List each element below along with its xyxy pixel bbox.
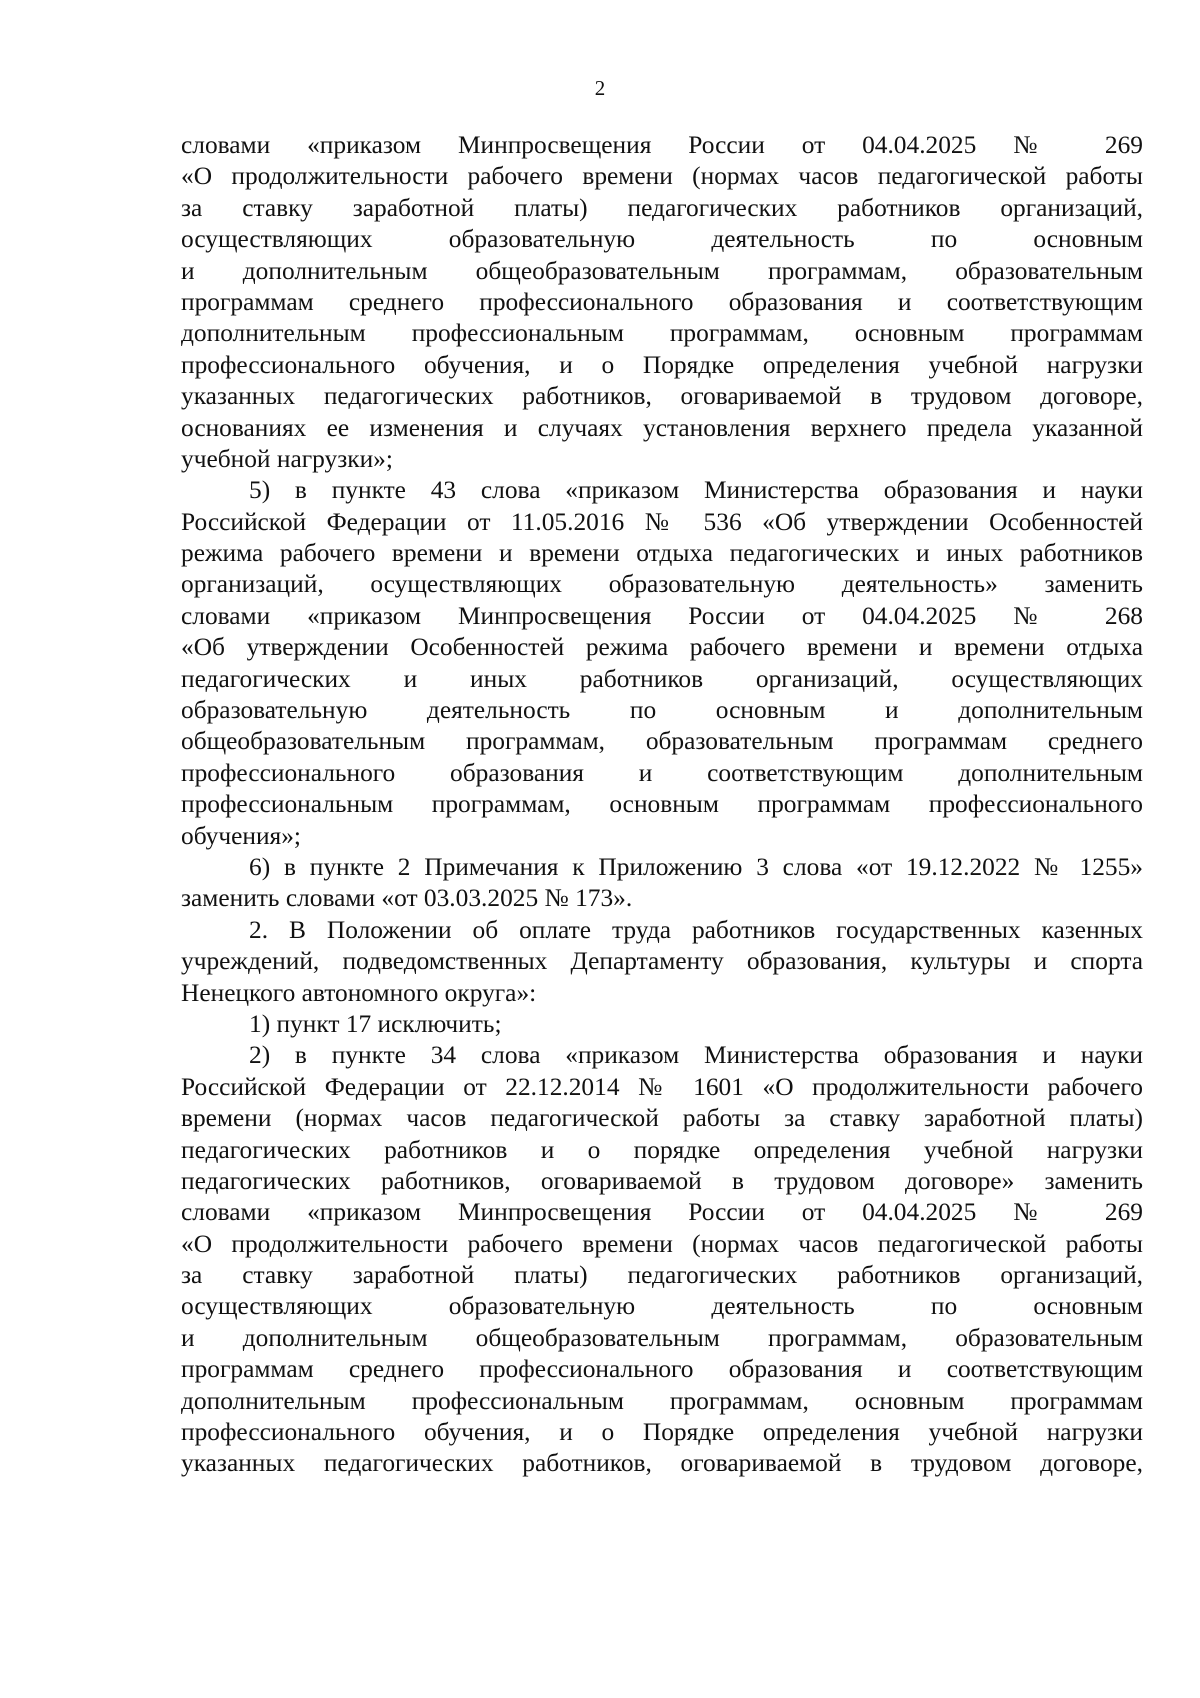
- text-line: словами «приказом Минпросвещения России от 04.04.2025 № 268: [181, 601, 1143, 630]
- text-line: образовательную деятельность по основным и дополнительным: [181, 696, 1143, 725]
- text-line: словами «приказом Минпросвещения России от 04.04.2025 № 269: [181, 131, 1143, 159]
- text-line: указанных педагогических работников, оговариваемой в трудовом договоре,: [181, 1449, 1143, 1478]
- text-line: дополнительным профессиональным программам, основным программам: [181, 1386, 1143, 1415]
- text-line: дополнительным профессиональным программам, основным программам: [181, 319, 1143, 348]
- text-line: 5) в пункте 43 слова «приказом Министерства образования и науки: [249, 476, 1143, 505]
- text-line: Ненецкого автономного округа»:: [181, 978, 537, 1007]
- text-line: и дополнительным общеобразовательным программам, образовательным: [181, 1323, 1143, 1352]
- text-line: обучения»;: [181, 821, 301, 850]
- text-line: «О продолжительности рабочего времени (нормах часов педагогической работы: [181, 162, 1143, 191]
- text-line: и дополнительным общеобразовательным программам, образовательным: [181, 256, 1143, 285]
- text-line: режима рабочего времени и времени отдыха педагогических и иных работников: [181, 539, 1143, 568]
- text-line: осуществляющих образовательную деятельность по основным: [181, 225, 1143, 254]
- text-line: Российской Федерации от 22.12.2014 № 1601 «О продолжительности рабочего: [181, 1072, 1143, 1101]
- text-line: профессиональным программам, основным программам профессионального: [181, 790, 1143, 819]
- page-number: 2: [594, 76, 606, 100]
- text-line: «О продолжительности рабочего времени (нормах часов педагогической работы: [181, 1229, 1143, 1258]
- text-line: основаниях ее изменения и случаях установления верхнего предела указанной: [181, 413, 1143, 442]
- text-line: педагогических и иных работников организаций, осуществляющих: [181, 664, 1143, 693]
- text-line: за ставку заработной платы) педагогических работников организаций,: [181, 193, 1143, 222]
- text-line: профессионального обучения, и о Порядке определения учебной нагрузки: [181, 350, 1143, 379]
- text-line: общеобразовательным программам, образовательным программам среднего: [181, 727, 1143, 756]
- text-line: программам среднего профессионального образования и соответствующим: [181, 1355, 1143, 1384]
- text-line: 1) пункт 17 исключить;: [249, 1009, 502, 1038]
- text-line: словами «приказом Минпросвещения России от 04.04.2025 № 269: [181, 1198, 1143, 1227]
- text-line: Российской Федерации от 11.05.2016 № 536 «Об утверждении Особенностей: [181, 507, 1143, 536]
- text-line: за ставку заработной платы) педагогических работников организаций,: [181, 1261, 1143, 1290]
- text-line: «Об утверждении Особенностей режима рабочего времени и времени отдыха: [181, 633, 1143, 662]
- text-line: педагогических работников и о порядке определения учебной нагрузки: [181, 1135, 1143, 1164]
- text-line: организаций, осуществляющих образовательную деятельность» заменить: [181, 570, 1143, 599]
- text-line: заменить словами «от 03.03.2025 № 173».: [181, 884, 633, 913]
- text-line: программам среднего профессионального образования и соответствующим: [181, 287, 1143, 316]
- text-line: педагогических работников, оговариваемой в трудовом договоре» заменить: [181, 1166, 1143, 1195]
- text-line: 2) в пункте 34 слова «приказом Министерства образования и науки: [249, 1041, 1143, 1070]
- text-line: профессионального образования и соответствующим дополнительным: [181, 758, 1143, 787]
- text-line: учебной нагрузки»;: [181, 444, 393, 473]
- text-line: профессионального обучения, и о Порядке определения учебной нагрузки: [181, 1418, 1143, 1447]
- text-line: времени (нормах часов педагогической работы за ставку заработной платы): [181, 1104, 1143, 1133]
- text-line: осуществляющих образовательную деятельность по основным: [181, 1292, 1143, 1321]
- text-line: 2. В Положении об оплате труда работников государственных казенных: [249, 915, 1143, 944]
- text-line: 6) в пункте 2 Примечания к Приложению 3 слова «от 19.12.2022 № 1255»: [249, 852, 1143, 881]
- document-body: [181, 130, 1143, 1480]
- text-line: учреждений, подведомственных Департаменту образования, культуры и спорта: [181, 947, 1143, 976]
- text-line: указанных педагогических работников, оговариваемой в трудовом договоре,: [181, 382, 1143, 411]
